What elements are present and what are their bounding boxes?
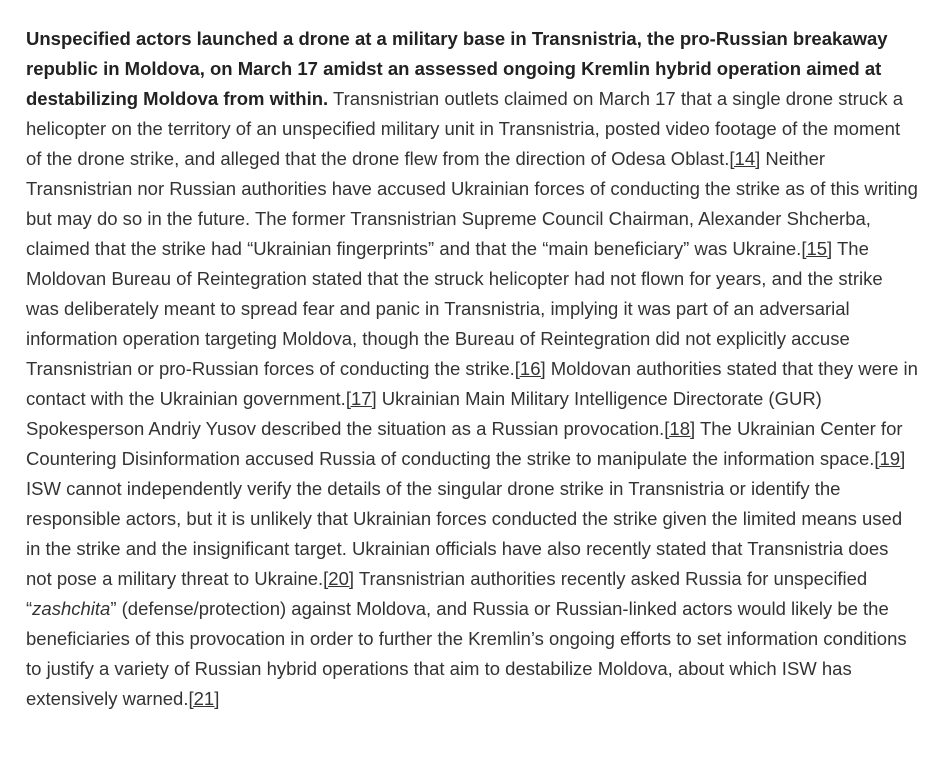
footnote-link-21[interactable]: [21] bbox=[188, 688, 220, 709]
body-text-5: Ukrainian Main Military Intelligence Directorate (GUR) Spokesperson Andriy Yusov described the situation as a Russian provocation. bbox=[26, 388, 822, 439]
body-text-4: Moldovan authorities stated that they were in contact with the Ukrainian government. bbox=[26, 358, 918, 409]
body-text-1: Transnistrian outlets claimed on March 17 that a single drone struck a helicopter on the territory of an unspecified military unit in Transnistria, posted video footage of the moment of the drone strike, and alleged that the drone flew from the direction of Odesa Oblast. bbox=[26, 88, 903, 169]
footnote-link-15[interactable]: [15] bbox=[801, 238, 833, 259]
body-text-2: Neither Transnistrian nor Russian authorities have accused Ukrainian forces of conducting the strike as of this writing but may do so in the future. The former Transnistrian Supreme Council Chairman, Alexander Shcherba, claimed that the strike had “Ukrainian fingerprints” and that the “main beneficiary” was Ukraine. bbox=[26, 148, 918, 259]
article-paragraph bbox=[26, 24, 918, 714]
lead-sentence: Unspecified actors launched a drone at a military base in Transnistria, the pro-Russian breakaway republic in Moldova, on March 17 amidst an assessed ongoing Kremlin hybrid operation aimed at destabilizing Moldova from within. bbox=[26, 28, 888, 109]
footnote-link-14[interactable]: [14] bbox=[729, 148, 761, 169]
footnote-link-18[interactable]: [18] bbox=[664, 418, 696, 439]
body-text-7: ISW cannot independently verify the details of the singular drone strike in Transnistria or identify the responsible actors, but it is unlikely that Ukrainian forces conducted the strike given the limited means used in the strike and the insignificant target. Ukrainian officials have also recently stated that Transnistria does not pose a military threat to Ukraine. bbox=[26, 478, 903, 589]
italic-term: zashchita bbox=[32, 598, 111, 619]
footnote-link-16[interactable]: [16] bbox=[514, 358, 546, 379]
footnote-link-19[interactable]: [19] bbox=[874, 448, 906, 469]
body-text-3: The Moldovan Bureau of Reintegration stated that the struck helicopter had not flown for years, and the strike was deliberately meant to spread fear and panic in Transnistria, implying it was part of an adversarial information operation targeting Moldova, though the Bureau of Reintegration did not explicitly accuse Transnistrian or pro-Russian forces of conducting the strike. bbox=[26, 238, 883, 379]
footnote-link-20[interactable]: [20] bbox=[323, 568, 355, 589]
footnote-link-17[interactable]: [17] bbox=[345, 388, 377, 409]
body-text-8a: Transnistrian authorities recently asked Russia for unspecified “ bbox=[26, 568, 868, 619]
body-text-8b: ” (defense/protection) against Moldova, and Russia or Russian-linked actors would likely be the beneficiaries of this provocation in order to further the Kremlin’s ongoing efforts to set information conditions to justify a variety of Russian hybrid operations that aim to destabilize Moldova, about which ISW has extensively warned. bbox=[26, 598, 907, 709]
body-text-6: The Ukrainian Center for Countering Disinformation accused Russia of conducting the strike to manipulate the information space. bbox=[26, 418, 903, 469]
